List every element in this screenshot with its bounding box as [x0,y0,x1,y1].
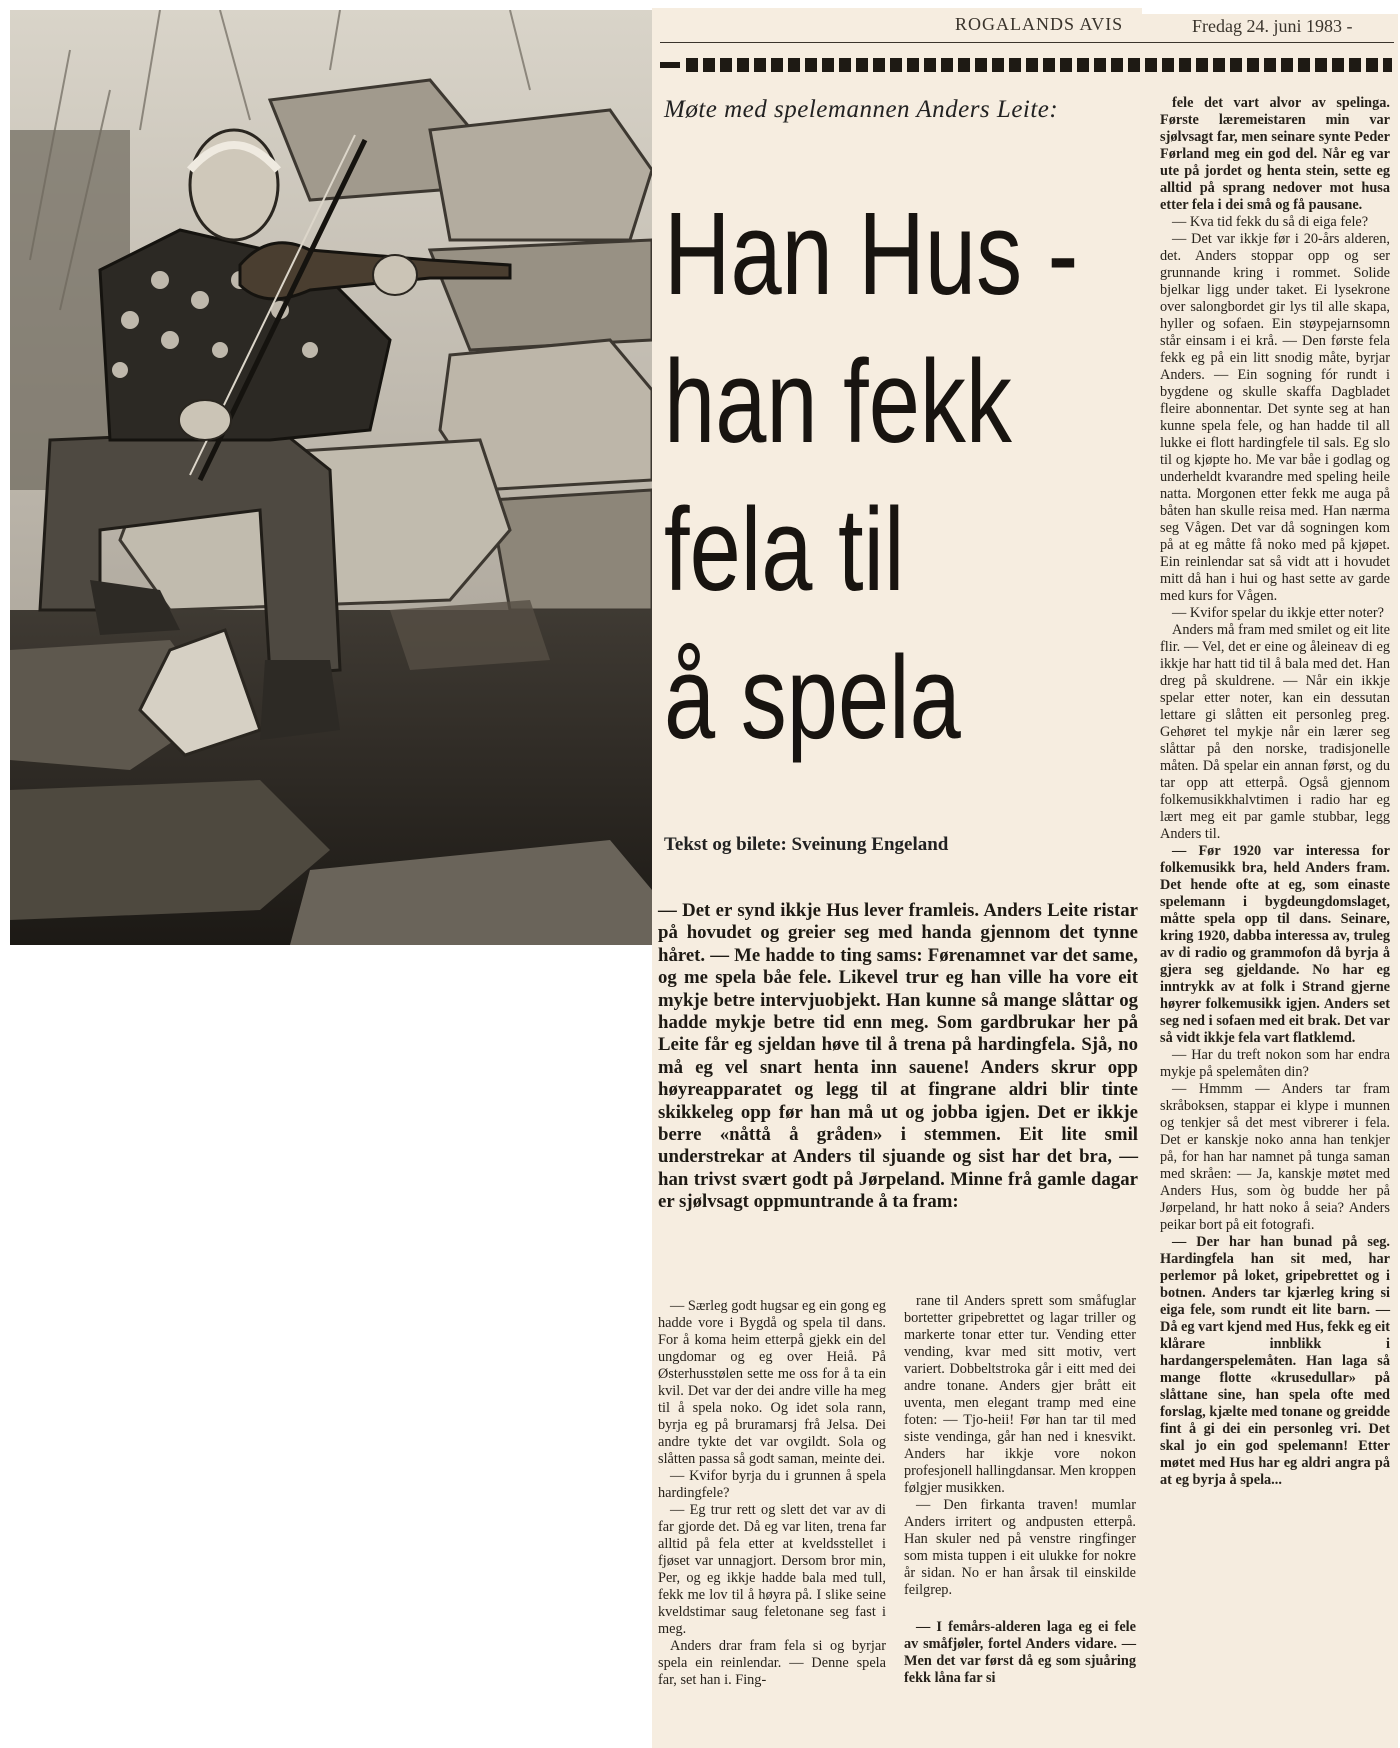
dash-bar-start [660,62,680,68]
paragraph: — Kvifor spelar du ikkje etter noter? [1172,605,1384,621]
headline-line: han fekk [664,336,1012,468]
masthead-rule [660,42,1394,43]
paragraph: — Særleg godt hugsar eg ein gong eg hadde vore i Bygdå og spela til dans. For å koma heim etterpå gjekk ein del ungdomar og eg over Heiå. På Østerhusstølen sette me oss for å ta ein kvil. Det var der dei andre ville ha meg til å spela noko. Og idet sola rann, byrja eg på bruramarsj frå Jelsa. Dei andre tykte det var ovgildt. Sola og slåtten passa så godt saman, meinte dei. [658,1298,886,1467]
paragraph: — Har du treft nokon som har endra mykje på spelemåten din? [1160,1047,1390,1080]
paragraph: Anders må fram med smilet og eit lite flir. — Vel, det er eine og åleineav di eg ikkje har hatt tid til å bala med det. Han dreg på skuldrene. — Når ein ikkje spelar etter noter, kan ein dessutan lettare gi slåtten eit personleg preg. Gehøret tel mykje når ein lærer seg slåttar på den norske, tradisjonelle måten. Då spelar ein annan først, og du tar opp att etterpå. Også gjennom folkemusikkhalvtimen i radio har eg lært meg eit par gamle stubbar, legg Anders til. [1160,622,1390,842]
paragraph: fele det vart alvor av spelinga. Første læremeistaren min var sjølvsagt far, men seinare synte Peder Førland meg ein god del. Når eg var ute på jordet og henta stein, sette eg alltid på sprang nedover mot husa etter fela i dei små og få pausane. [1160,95,1390,213]
article-byline: Tekst og bilete: Sveinung Engeland [664,834,949,855]
headline-line: å spela [664,632,961,764]
decorative-dash-bar [686,58,1392,72]
headline-line: Han Hus - [664,188,1079,320]
newspaper-name: ROGALANDS AVIS [955,14,1124,34]
paragraph: — Den firkanta traven! mumlar Anders irritert og andpusten etterpå. Han skuler ned på venstre ringfinger som mista tuppen i eit ulukke for nokre år sidan. No er han årsak til einskilde feilgrep. [904,1497,1136,1598]
paragraph: — Kvifor byrja du i grunnen å spela hardingfele? [658,1468,886,1501]
body-column-a [658,1298,886,1689]
paragraph: rane til Anders sprett som småfuglar bortetter gripebrettet og lagar triller og markerte tonar etter tur. Vending etter vending, kvar med sitt motiv, vert variert. Dobbeltstroka går i eitt med dei andre tonane. Anders gjer brått eit uventa, men elegant tramp med eine foten: — Tjo-heii! Før han tar til med siste vendinga, går han ned i knesvikt. Anders har ikkje vore nokon profesjonell hallingdansar. Men kroppen følgjer musikken. [904,1293,1136,1496]
paragraph: — Eg trur rett og slett det var av di far gjorde det. Då eg var liten, trena far alltid på fela etter at kveldsstellet i fjøset var unnagjort. Dersom bror min, Per, og eg ikkje hadde bala med tull, fekk me lov til å høyra på. I slike seine kveldstimar saug feletonane seg fast i meg. [658,1502,886,1637]
paragraph: — I femårs-alderen laga eg ei fele av småfjøler, fortel Anders vidare. — Men det var først då eg som sjuåring fekk låna far si [904,1619,1136,1686]
issue-date: Fredag 24. juni 1983 - [1192,16,1353,36]
body-column-b [904,1293,1136,1687]
article-kicker: Møte med spelemannen Anders Leite: [664,96,1059,123]
paragraph: — Før 1920 var interessa for folkemusikk bra, held Anders fram. Det hende ofte at eg, som einaste spelemann i bygdeungdomslaget, måtte spela opp til dans. Seinare, kring 1920, dabba interessa av, truleg av di radio og grammofon då byrja å gjera seg gjeldande. No har eg inntrykk av at folk i Strand gjerne høyrer folkemusikk igjen. Anders set seg ned i sofaen med eit brak. Det var så vidt ikkje fela vart flatklemd. [1160,843,1390,1046]
headline-line: fela til [664,484,905,616]
body-column-c [1160,95,1390,1489]
paragraph: — Det var ikkje før i 20-års alderen, det. Anders stoppar opp og ser grunnande kring i rommet. Solide bjelkar ligg under taket. Ei lysekrone over salongbordet gir lys til alle skapa, hyller og sofaen. Ein støypejarnsomn står einsam i ei krå. — Den første fela fekk eg på ein litt snodig måte, byrjar Anders. — Ein sogning fór rundt i bygdene og skulle skaffa Dagbladet fleire abonnentar. Det synte seg at han kunne spela fele, og han hadde til all lukke ei flott hardingfele til sals. Eg slo til og kjøpte ho. Me var båe i godlag og underheldt kvarandre med speling heile natta. Morgonen etter fekk me auga på båten han skulle reisa med. Han nærma seg Vågen. Det var då sogningen kom på at eg måtte få noko med på kjøpet. Ein reinlendar sat så vidt att i hovudet mitt då han i hui og hast sette av garde med kurs for Vågen. [1160,231,1390,604]
paragraph: — Kva tid fekk du så di eiga fele? [1172,214,1369,230]
article-headline [664,180,1078,772]
paragraph: Anders drar fram fela si og byrjar spela ein reinlendar. — Denne spela far, set han i. Fing- [658,1638,886,1688]
paragraph: — Der har han bunad på seg. Hardingfela han sit med, har perlemor på loket, gripebrettet og i botnen. Anders tar kjærleg kring si eiga fele, som rundt eit lite barn. — Då eg vart kjend med Hus, fekk eg eit klårare innblikk i hardangerspelemåten. Han laga så mange flotte «krusedullar» på slåttane sine, han spela ofte med forslag, kjælte med tonane og greidde fint å gi dei ein personleg vri. Det skal jo ein god spelemann! Etter møtet med Hus har eg aldri angra på at eg byrja å spela... [1160,1234,1390,1488]
article-photo [10,10,652,945]
fiddler-photo-illustration [10,10,652,945]
paragraph: — Hmmm — Anders tar fram skråboksen, stappar ei klype i munnen og tenkjer så det mest vibrerer i fela. Det er kanskje noko anna han tenkjer på, for han har namnet på tunga saman med skråen: — Ja, kanskje møtet med Anders Hus, som òg budde her på Jørpeland, hr hatt noko å seia? Anders peikar bort på eit fotografi. [1160,1081,1390,1233]
article-lead: — Det er synd ikkje Hus lever framleis. Anders Leite ristar på hovudet og greier seg med handa gjennom det tynne håret. — Me hadde to ting sams: Førenamnet var det same, og me spela båe fele. Likevel trur eg han ville ha vore eit mykje betre intervjuobjekt. Han kunne så mange slåttar og hadde mykje betre tid enn meg. Som gardbrukar her på Leite får eg sjeldan høve til å trena på hardingfela. Sjå, no må eg vel snart henta inn sauene! Anders skrur opp høyreapparatet og legg til at fingrane aldri blir tinte skikkeleg opp før han må ut og jobba igjen. Det er ikkje berre «nåttå å gråden» i stemmen. Eit lite smil understrekar at Anders til sjuande og sist har det bra, — han trivst svært godt på Jørpeland. Minne frå gamle dagar er sjølvsagt oppmuntrande å ta fram: [658,900,1138,1213]
